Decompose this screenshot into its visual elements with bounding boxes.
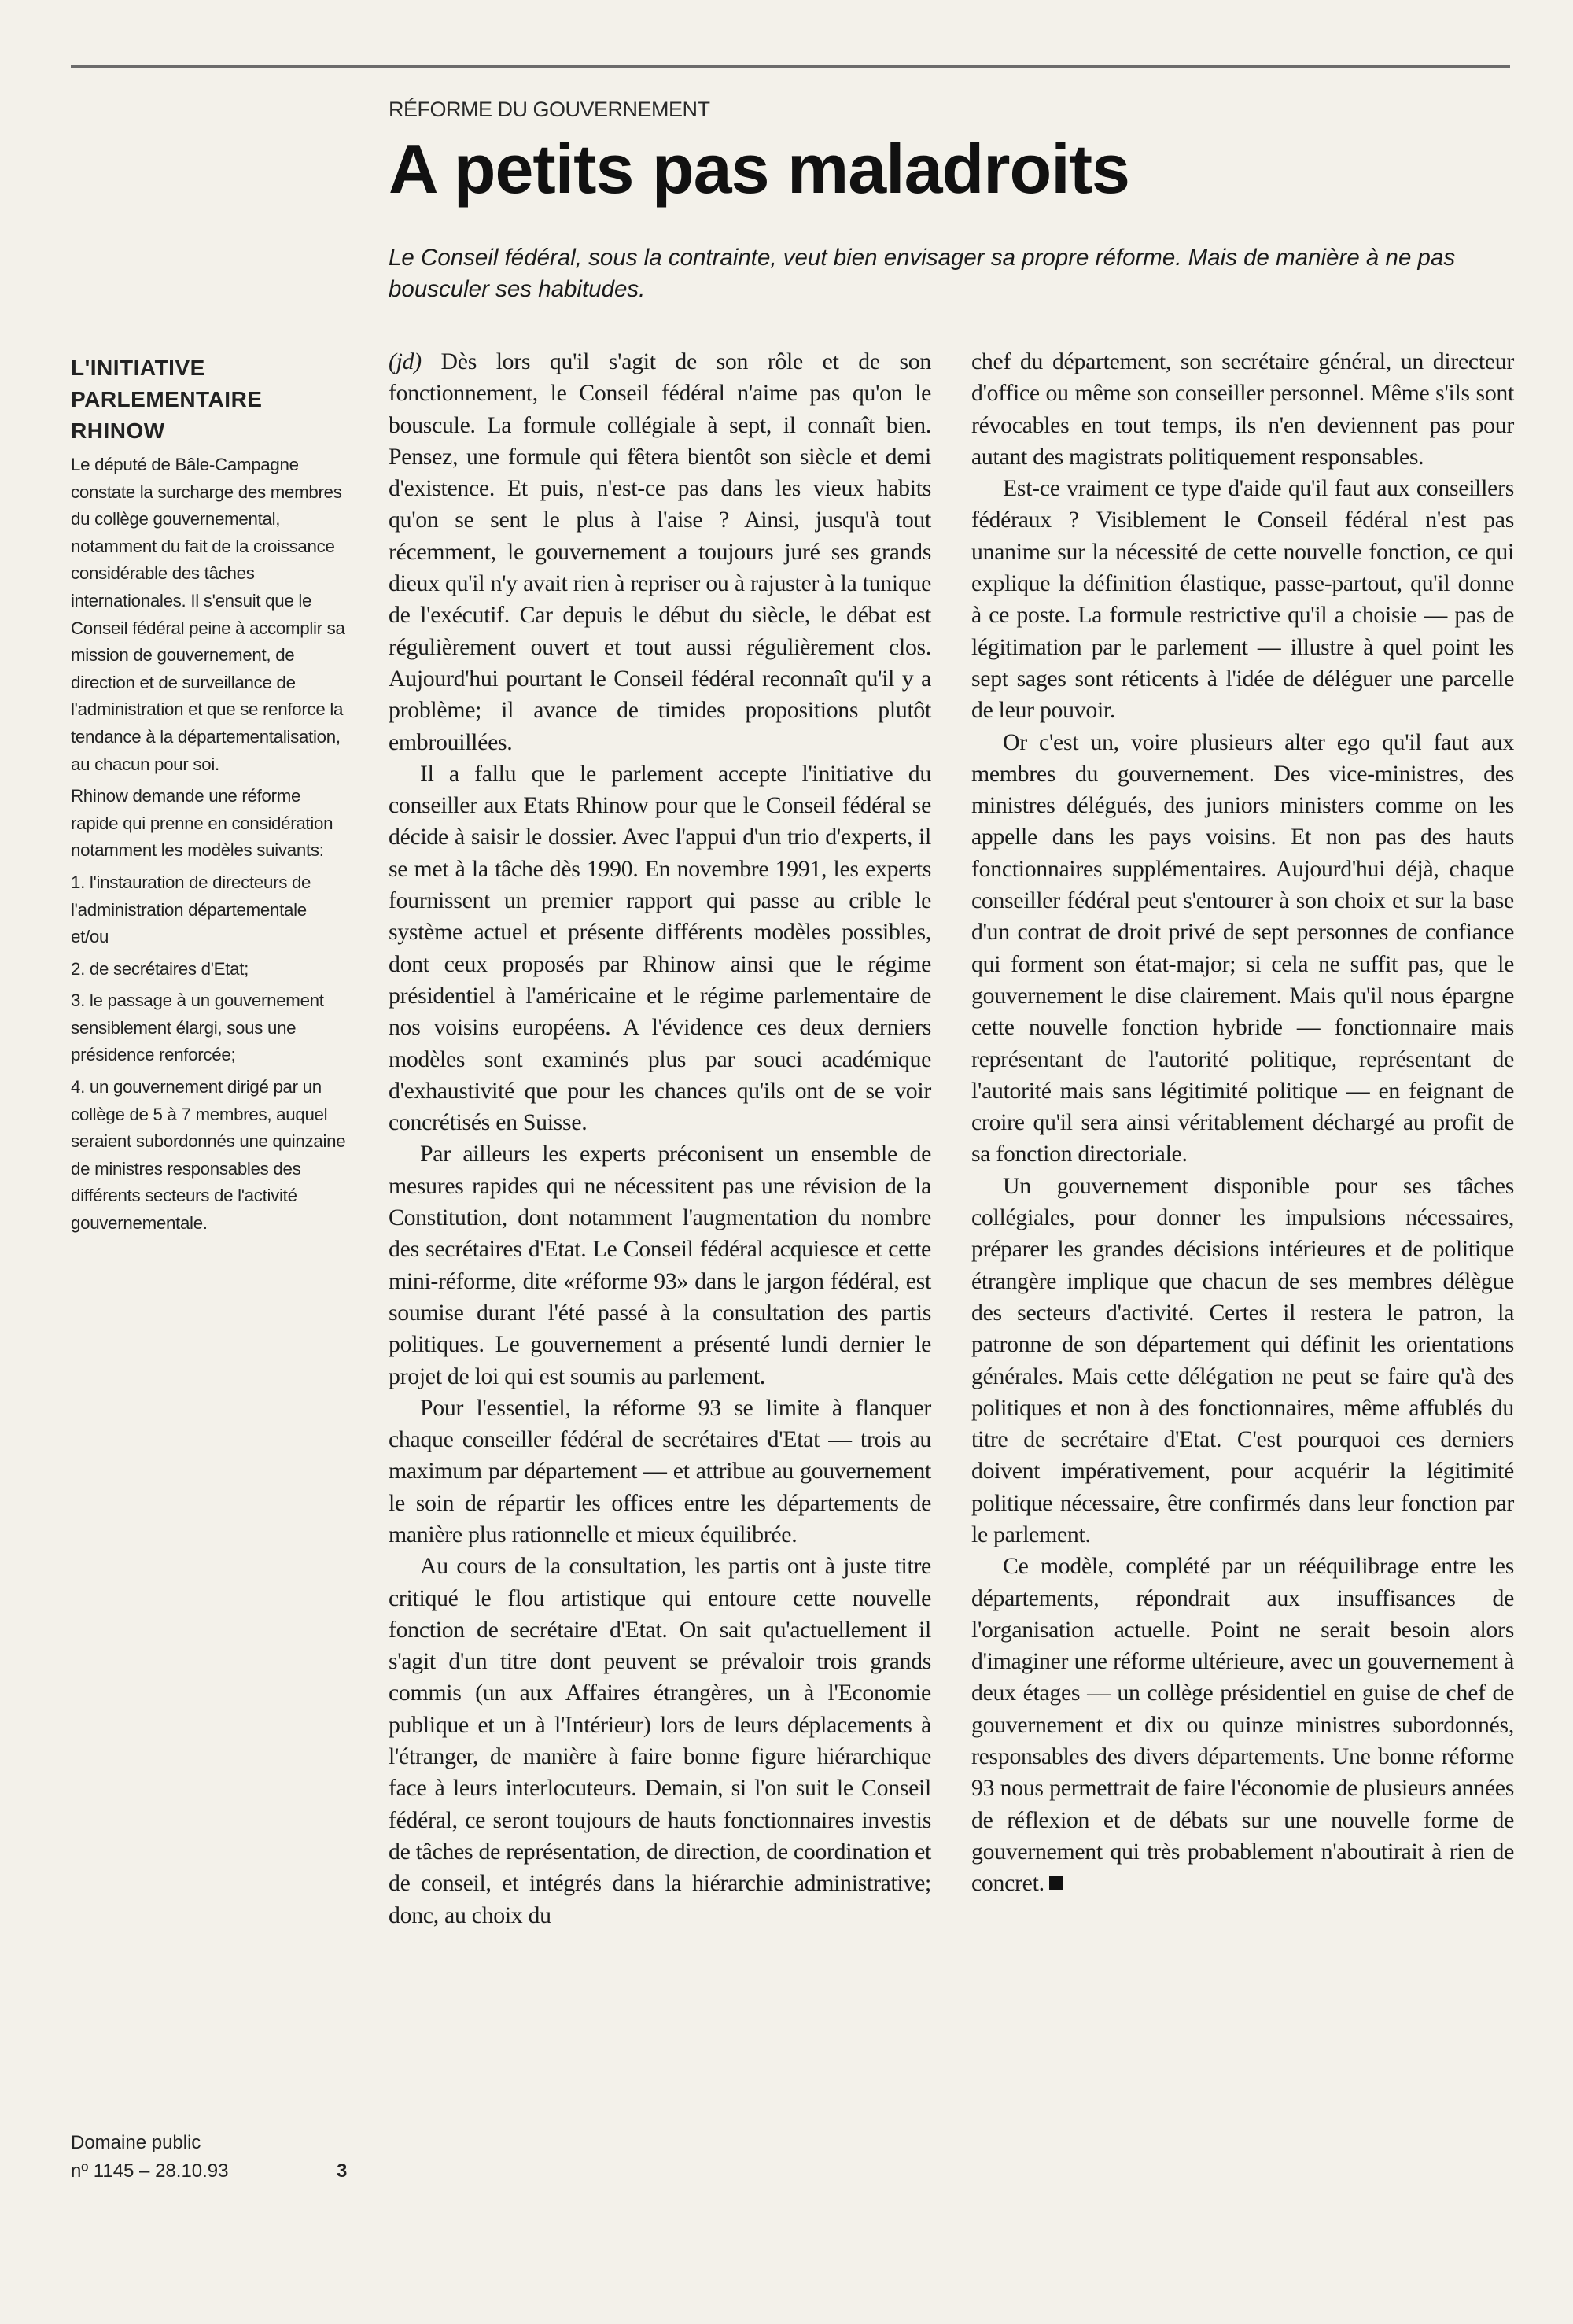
- top-rule: [71, 65, 1510, 68]
- page-number: 3: [337, 2160, 348, 2182]
- article-title: A petits pas maladroits: [389, 130, 1129, 208]
- sidebar-paragraph: Rhinow demande une réforme rapide qui prenne en considération notamment les modèles suivants:: [71, 786, 333, 861]
- body-text: Ce modèle, complété par un rééquilibrage entre les départements, répondrait aux insuffisances de l'organisation actuelle. Point ne serait besoin alors d'imaginer une réforme ultérieure, avec un gouvernement à deux étages — un collège présidentiel en guise de chef de gouvernement et dix ou quinze ministres subordonnés, responsables des divers départements. Une bonne réforme 93 nous permettrait de faire l'économie de plusieurs années de réflexion et de débats sur une nouvelle forme de gouvernement qui très probablement n'aboutirait à rien de concret.: [971, 1553, 1514, 1897]
- section-kicker: RÉFORME DU GOUVERNEMENT: [389, 98, 710, 121]
- body-paragraph: Or c'est un, voire plusieurs alter ego qu'il faut aux membres du gouvernement. Des vice-ministres, des ministres délégués, des juniors ministers comme on les appelle dans les pays voisins. Et non pas des hauts fonctionnaires supplémentaires. Aujourd'hui déjà, chaque conseiller fédéral peut s'entourer à son choix et sur la base d'un contrat de droit privé de sept personnes de confiance qui forment son état-major; si cela ne suffit pas, que le gouvernement le dise clairement. Mais qu'il nous épargne cette nouvelle fonction hybride — fonctionnaire mais représentant de l'autorité politique, représentant de l'autorité mais sans légitimité politique — en feignant de croire qu'il sera ainsi véritablement déchargé au profit de sa fonction directoriale.: [971, 729, 1514, 1168]
- sidebar-paragraph: Le député de Bâle-Campagne constate la surcharge des membres du collège gouvernemental, notamment du fait de la croissance considérable des tâches internationales. Il s'ensuit que le Conseil fédéral peine à accomplir sa mission de gouvernement, de direction et de surveillance de l'administration et que se renforce la tendance à la départementalisation, au chacun pour soi.: [71, 455, 345, 774]
- body-paragraph: Au cours de la consultation, les partis ont à juste titre critiqué le flou artistique qui entoure cette nouvelle fonction de secrétaire d'Etat. On sait qu'actuellement il s'agit d'un titre dont peuvent se prévaloir trois grands commis (un aux Affaires étrangères, un à l'Economie publique et un à l'Intérieur) lors de leurs déplacements à l'étranger, de manière à faire bonne figure hiérarchique face à leurs interlocuteurs. Demain, si l'on suit le Conseil fédéral, ce seront toujours de hauts fonctionnaires investis de tâches de représentation, de direction, de coordination et de conseil, et intégrés dans la hiérarchie administrative; donc, au choix du: [389, 1553, 931, 1928]
- body-paragraph: Par ailleurs les experts préconisent un ensemble de mesures rapides qui ne nécessitent pas une révision de la Constitution, dont notamment l'augmentation du nombre des secrétaires d'Etat. Le Conseil fédéral acquiesce et cette mini-réforme, dite «réforme 93» dans le jargon fédéral, est soumise durant l'été passé à la consultation des partis politiques. Le gouvernement a présenté lundi dernier le projet de loi qui est soumis au parlement.: [389, 1141, 931, 1389]
- sidebar-box: [71, 352, 346, 1242]
- article-lead: Le Conseil fédéral, sous la contrainte, veut bien envisager sa propre réforme. Mais de manière à ne pas bousculer ses habitudes.: [389, 245, 1456, 302]
- body-paragraph: Est-ce vraiment ce type d'aide qu'il faut aux conseillers fédéraux ? Visiblement le Conseil fédéral n'est pas unanime sur la nécessité de cette nouvelle fonction, ce qui explique la définition élastique, passe-partout, qu'il donne à ce poste. La formule restrictive qu'il a choisie — pas de légitimation par le parlement — illustre à quel point les sept sages sont réticents à l'idée de déléguer une parcelle de leur pouvoir.: [971, 475, 1514, 724]
- sidebar-list-item: 3. le passage à un gouvernement sensiblement élargi, sous une présidence renforcée;: [71, 990, 324, 1065]
- end-of-article-square-icon: [1049, 1876, 1063, 1890]
- body-paragraph: [389, 346, 931, 758]
- body-paragraph: Il a fallu que le parlement accepte l'initiative du conseiller aux Etats Rhinow pour que le Conseil fédéral se décide à saisir le dossier. Avec l'appui d'un trio d'experts, il se met à la tâche dès 1990. En novembre 1991, les experts fournissent un premier rapport qui passe au crible le système actuel et présente différents modèles possibles, dont ceux proposés par Rhinow ainsi que le régime présidentiel à l'américaine et le régime parlementaire de nos voisins européens. A l'évidence ces deux derniers modèles sont examinés plus par souci académique d'exhaustivité que pour les chances qu'ils ont de se voir concrétisés en Suisse.: [389, 760, 931, 1136]
- article-column-1: [389, 346, 931, 1931]
- publication-footer: [71, 2129, 229, 2186]
- sidebar-title: L'INITIATIVE PARLEMENTAIRE RHINOW: [71, 356, 263, 443]
- publication-name: Domaine public: [71, 2132, 201, 2153]
- body-paragraph: [971, 1551, 1514, 1899]
- sidebar-list-item: 2. de secrétaires d'Etat;: [71, 958, 249, 979]
- byline: (jd): [389, 349, 422, 374]
- sidebar-list-item: 1. l'instauration de directeurs de l'administration départementale et/ou: [71, 872, 311, 947]
- body-paragraph: chef du département, son secrétaire général, un directeur d'office ou même son conseiller personnel. Même s'ils sont révocables en tout temps, ils n'en deviennent pas pour autant des magistrats politiquement responsables.: [971, 349, 1514, 470]
- body-text: Dès lors qu'il s'agit de son rôle et de son fonctionnement, le Conseil fédéral n'aime pas qu'on le bouscule. La formule collégiale à sept, il connaît bien. Pensez, une formule qui fêtera bientôt son siècle et demi d'existence. Et puis, n'est-ce pas dans les vieux habits qu'on se sent le plus à l'aise ? Ainsi, jusqu'à tout récemment, le gouvernement a toujours juré ses grands dieux qu'il n'y avait rien à repriser ou à rajuster à la tunique de l'exécutif. Car depuis le début du siècle, le débat est régulièrement ouvert et tout aussi régulièrement clos. Aujourd'hui pourtant le Conseil fédéral reconnaît qu'il y a problème; il avance de timides propositions plutôt embrouillées.: [389, 349, 931, 755]
- sidebar-list-item: 4. un gouvernement dirigé par un collège de 5 à 7 membres, auquel seraient subordonnés une quinzaine de ministres responsables des différents secteurs de l'activité gouvernementale.: [71, 1077, 346, 1234]
- issue-info: nº 1145 – 28.10.93: [71, 2160, 229, 2182]
- body-paragraph: Pour l'essentiel, la réforme 93 se limite à flanquer chaque conseiller fédéral de secrétaires d'Etat — trois au maximum par département — et attribue au gouvernement le soin de répartir les offices entre les départements de manière plus rationnelle et mieux équilibrée.: [389, 1394, 931, 1547]
- body-paragraph: Un gouvernement disponible pour ses tâches collégiales, pour donner les impulsions nécessaires, préparer les grandes décisions intérieures et de politique étrangère implique que chacun de ses membres délègue des secteurs d'activité. Certes il restera le patron, la patronne de son département qui définit les orientations générales. Mais cette délégation ne peut se faire qu'à des politiques et non à des fonctionnaires, même affublés du titre de secrétaire d'Etat. C'est pourquoi ces derniers doivent impérativement, pour acquérir la légitimité politique nécessaire, être confirmés dans leur fonction par le parlement.: [971, 1172, 1514, 1547]
- article-column-2: [971, 346, 1514, 1900]
